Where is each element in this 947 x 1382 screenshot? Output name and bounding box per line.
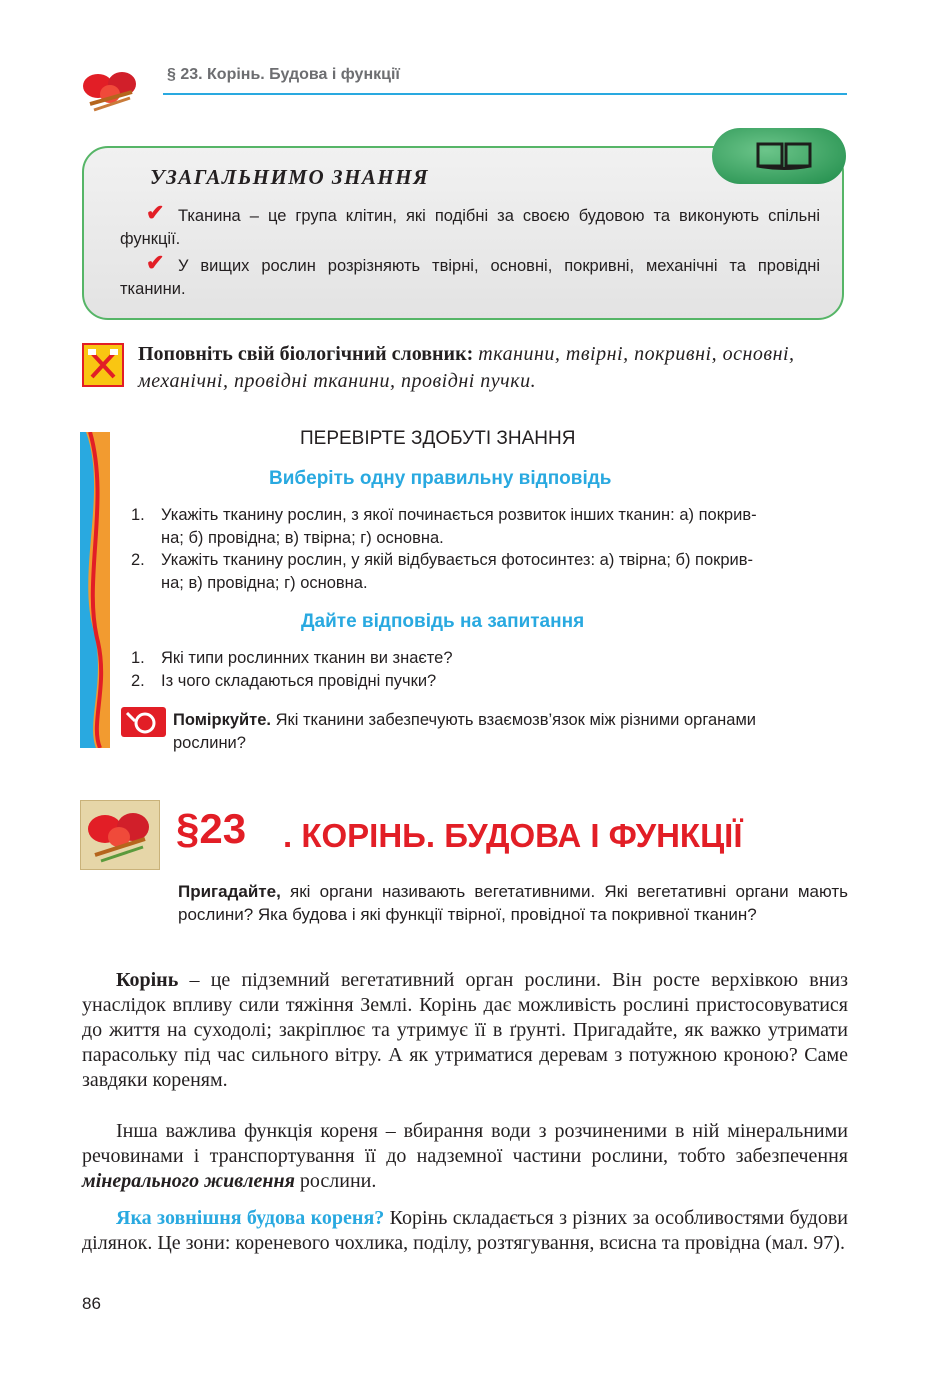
answer-question: [131, 670, 851, 693]
question-line: Укажіть тканину рослин, з якої починається розвиток інших тканин: а) покрив-: [161, 506, 757, 524]
paragraph-emblem: [80, 800, 160, 870]
question-text: Із чого складаються провідні пучки?: [161, 672, 437, 690]
question-number: 1.: [131, 506, 145, 524]
question-number: 2.: [131, 672, 145, 690]
side-bar-wave: [80, 432, 110, 748]
flower-emblem-icon: [80, 64, 142, 114]
open-book-icon: [755, 140, 813, 172]
question-number: 1.: [131, 649, 145, 667]
body-paragraph: [82, 968, 848, 1093]
summary-item-text: Тканина – це група клітин, які подібні за своєю будовою та виконують спільні функції.: [120, 207, 820, 248]
question-line: Укажіть тканину рослин, у якій відбувається фотосинтез: а) твірна; б) покрив-: [161, 551, 754, 569]
body-paragraph: [82, 1119, 848, 1194]
think-prompt: [173, 709, 853, 755]
choose-question: [131, 549, 851, 595]
think-text: рослини?: [173, 734, 246, 752]
summary-title: УЗАГАЛЬНИМО ЗНАННЯ: [150, 165, 430, 189]
think-text: Які тканини забезпечують взаємозв’язок між різними органами: [275, 711, 757, 729]
choose-answer-title: Виберіть одну правильну відповідь: [269, 468, 612, 489]
summary-item: [120, 205, 820, 251]
dictionary-lead: Поповніть свій біологічний словник:: [138, 343, 474, 365]
paragraph-text: рослини.: [299, 1170, 377, 1192]
body-paragraph: [82, 1206, 848, 1256]
answer-question: [131, 647, 851, 670]
question-line: на; в) провідна; г) основна.: [161, 574, 368, 592]
paragraph-text: – це підземний вегетативний орган рослини. Він росте верхівкою вниз унаслідок впливу сили тяжіння Землі. Корінь дає можливість рослині пристосовуватися до життя на суходолі; закріплює та утримує її в ґрунті. Пригадайте, як важко утримати парасольку під час сильного вітру. А як утриматися деревам з потужною кроною? Саме завдяки кореням.: [82, 969, 848, 1091]
running-header: § 23. Корінь. Будова і функції: [167, 66, 400, 83]
term-root: Корінь: [116, 969, 179, 991]
summary-item-text: У вищих рослин розрізняють твірні, основні, покривні, механічні та провідні тканини.: [120, 257, 820, 298]
paragraph-title: . КОРІНЬ. БУДОВА І ФУНКЦІЇ: [283, 817, 743, 854]
header-rule: [163, 93, 847, 95]
crossed-tools-icon: [84, 345, 122, 385]
recall-text: які органи називають вегетативними. Які вегетативні органи мають рослини? Яка будова і які функції твірної, провідної та покривної тканин?: [178, 882, 848, 924]
paragraph-text: Корінь складається з різних за особливостями будови ділянок. Це зони: кореневого чохлика, поділу, розтягування, всисна та провідна (мал. 97).: [82, 1207, 848, 1254]
check-section-title: ПЕРЕВІРТЕ ЗДОБУТІ ЗНАННЯ: [300, 428, 576, 449]
checkmark-icon: ✔: [146, 200, 165, 225]
section-side-bar: [80, 432, 110, 748]
paragraph-text: Інша важлива функція кореня – вбирання води з розчиненими в ній мінеральними речовинами і транспортування її до надземної частини рослини, тобто забезпечення: [82, 1120, 848, 1167]
page-number: 86: [82, 1294, 101, 1313]
question-line: на; б) провідна; в) твірна; г) основна.: [161, 529, 444, 547]
recall-lead: Пригадайте,: [178, 882, 281, 901]
dictionary-icon: [82, 343, 124, 387]
term-mineral-nutrition: мінерального живлення: [82, 1170, 295, 1192]
recall-prompt: [178, 880, 848, 926]
dictionary-terms: тканини, твірні, покривні, основні, механічні, провідні тканини, провідні пучки.: [138, 343, 795, 392]
answer-questions-title: Дайте відповідь на запитання: [301, 611, 585, 632]
flower-emblem-icon: [81, 801, 159, 869]
think-icon: [121, 707, 166, 737]
question-text: Які типи рослинних тканин ви знаєте?: [161, 649, 453, 667]
dictionary-prompt: [138, 341, 848, 395]
checkmark-icon: ✔: [146, 250, 165, 275]
brain-question-icon: [121, 707, 166, 737]
question-number: 2.: [131, 551, 145, 569]
think-lead: Поміркуйте.: [173, 711, 272, 729]
summary-item: [120, 255, 820, 301]
section-question: Яка зовнішня будова кореня?: [116, 1207, 385, 1229]
paragraph-number: §23: [176, 805, 247, 852]
choose-question: [131, 504, 851, 550]
